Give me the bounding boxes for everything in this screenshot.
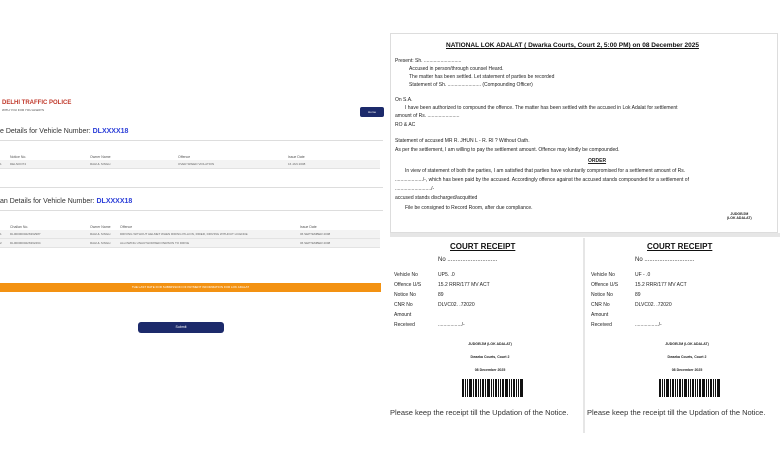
challan-title-text: an Details for Vehicle Number: bbox=[0, 198, 95, 205]
order-line: RO & AC bbox=[395, 122, 416, 128]
order-line: ........................../- bbox=[395, 186, 435, 192]
court-receipt-1 bbox=[390, 238, 585, 433]
column-header: Offence bbox=[120, 224, 133, 229]
table-cell: RAHUL SINGH bbox=[90, 232, 111, 236]
table-cell: 1 bbox=[0, 162, 2, 166]
challan-vehicle-number: DLXXXX18 bbox=[96, 198, 133, 205]
judge-sig-line1: JUDGE/JM bbox=[730, 212, 749, 216]
column-header: Notice No. bbox=[10, 154, 27, 159]
order-line: Present: Sh. ........................... bbox=[395, 58, 462, 64]
receipt-note: Please keep the receipt till the Updation of the Notice. bbox=[390, 408, 569, 417]
receipt-signature: JUDGE/JM (LOK ADALAT) bbox=[468, 342, 512, 346]
receipt-field-value: 15.2 RRR/177 MV ACT bbox=[438, 282, 490, 288]
order-line: I have been authorized to compound the offence. The matter has been settled with the accused in Lok Adalat for settlement bbox=[405, 105, 678, 111]
order-line: In view of statement of both the parties, I am satisfied that parties have voluntarily compromised for a settlement amount of Rs. bbox=[405, 168, 686, 174]
table-header-row bbox=[0, 153, 380, 160]
last-date-banner: THE LAST DATE FOR SUBMISSION OF PAYMENT INFORMATION FOR LOK ADALAT bbox=[0, 283, 381, 292]
receipt-field-label: Amount bbox=[591, 312, 609, 318]
submit-button[interactable]: Submit bbox=[138, 322, 224, 333]
barcode-icon bbox=[462, 379, 524, 397]
section-separator bbox=[390, 233, 780, 237]
barcode-icon bbox=[659, 379, 721, 397]
table-cell: 1 bbox=[0, 232, 2, 236]
table-cell: DL0000000226362987 bbox=[10, 232, 41, 236]
table-cell: 16 JAN 2008 bbox=[288, 162, 306, 166]
table-cell: 2 bbox=[0, 241, 2, 245]
receipt-field-label: Amount bbox=[394, 312, 412, 318]
receipt-field-value: UP5. .0 bbox=[438, 272, 455, 278]
receipt-field-value: UF - .0 bbox=[635, 272, 651, 278]
court-document bbox=[390, 33, 780, 438]
order-line: amount of Rs. ....................... bbox=[395, 113, 460, 119]
divider bbox=[0, 187, 383, 188]
receipt-note: Please keep the receipt till the Updation of the Notice. bbox=[587, 408, 766, 417]
receipt-field-label: CNR No bbox=[591, 302, 610, 308]
order-line: ..................../-, which has been paid by the accused. Accordingly offence against the accused stands compounded for a settlement of bbox=[395, 177, 689, 183]
table-cell: ALLOWING UNAUTHORISED PERSON TO DRIVE bbox=[120, 241, 190, 245]
traffic-portal-panel bbox=[0, 95, 385, 350]
divider bbox=[0, 140, 383, 141]
column-header: Owner Name bbox=[90, 224, 111, 229]
column-header: Owner Name bbox=[90, 154, 111, 159]
receipt-number: No .............................. bbox=[438, 257, 498, 263]
receipt-field-label: Vehicle No bbox=[591, 272, 615, 278]
receipt-field-label: Vehicle No bbox=[394, 272, 418, 278]
notice-title-text: e Details for Vehicle Number: bbox=[0, 128, 91, 135]
table-cell: DL0000000226362464 bbox=[10, 241, 41, 245]
receipt-date: 08 December 2025 bbox=[671, 368, 703, 372]
receipt-field-value: DLVC02. .72020 bbox=[635, 302, 672, 308]
receipt-field-label: CNR No bbox=[394, 302, 413, 308]
challan-section-title bbox=[0, 198, 132, 205]
challan-table bbox=[0, 223, 380, 248]
receipt-field-value: 89 bbox=[438, 292, 444, 298]
table-cell: 06 SEPTEMBER 2008 bbox=[300, 232, 331, 236]
receipt-field-label: Notice No bbox=[591, 292, 613, 298]
logo-subtitle: WITH YOU FOR YOU ALWAYS bbox=[2, 108, 45, 112]
divider bbox=[0, 210, 383, 211]
table-row[interactable] bbox=[0, 230, 380, 239]
receipt-field-label: Offence U/S bbox=[591, 282, 619, 288]
order-line: The matter has been settled. Let statement of parties be recorded bbox=[409, 74, 555, 80]
notice-table bbox=[0, 153, 380, 169]
table-cell: 06 SEPTEMBER 2008 bbox=[300, 241, 331, 245]
logo-title: DELHI TRAFFIC POLICE bbox=[2, 100, 72, 106]
table-cell: RAHUL SINGH bbox=[90, 241, 111, 245]
receipt-signature: JUDGE/JM (LOK ADALAT) bbox=[665, 342, 709, 346]
receipt-field-value: DLVC02. .72020 bbox=[438, 302, 475, 308]
judge-sig-line2: (LOK ADALAT) bbox=[727, 216, 752, 220]
order-line: accused stands discharged/acquitted bbox=[395, 195, 478, 201]
receipt-court: Dwarka Courts, Court 2 bbox=[667, 355, 707, 359]
table-header-row bbox=[0, 223, 380, 230]
order-title: NATIONAL LOK ADALAT ( Dwarka Courts, Court 2, 5:00 PM) on 08 December 2025 bbox=[446, 42, 699, 49]
receipt-field-value: 89 bbox=[635, 292, 641, 298]
column-header: Offence bbox=[178, 154, 191, 159]
delhi-traffic-police-logo bbox=[2, 100, 71, 114]
judge-signature bbox=[727, 212, 752, 220]
notice-vehicle-number: DLXXXX18 bbox=[92, 128, 129, 135]
receipt-field-label: Offence U/S bbox=[394, 282, 422, 288]
table-row[interactable] bbox=[0, 160, 380, 169]
table-row[interactable] bbox=[0, 239, 380, 248]
order-line: As per the settlement, I am willing to pay the settlement amount. Offence may kindly be compounded. bbox=[395, 147, 620, 153]
receipt-number: No .............................. bbox=[635, 257, 695, 263]
receipt-field-label: Received bbox=[394, 322, 415, 328]
column-header: Challan No. bbox=[10, 224, 29, 229]
receipt-field-value: ................./- bbox=[635, 322, 662, 328]
receipt-title: COURT RECEIPT bbox=[647, 242, 713, 251]
order-heading: ORDER bbox=[588, 158, 607, 164]
receipt-court: Dwarka Courts, Court 2 bbox=[470, 355, 510, 359]
table-cell: RAHUL SINGH bbox=[90, 162, 111, 166]
order-line: On S.A. bbox=[395, 97, 413, 103]
table-cell: DRIVING WITHOUT HELMET WHEN RIDING PILLION, RIDER, DRIVING WITHOUT LICENCE bbox=[120, 232, 248, 236]
court-receipt-2 bbox=[587, 238, 780, 433]
table-cell: OVER SPEED VIOLATION bbox=[178, 162, 215, 166]
order-line: File be consigned to Record Room, after due compliance. bbox=[405, 205, 533, 211]
receipt-field-label: Received bbox=[591, 322, 612, 328]
receipt-date: 08 December 2025 bbox=[474, 368, 506, 372]
column-header: Issue Date bbox=[288, 154, 305, 159]
column-header: Issue Date bbox=[300, 224, 317, 229]
receipt-field-value: 15.2 RRR/177 MV ACT bbox=[635, 282, 687, 288]
receipt-field-value: ................./- bbox=[438, 322, 465, 328]
header-button[interactable]: Home bbox=[360, 107, 384, 117]
lok-adalat-order bbox=[390, 33, 778, 233]
table-cell: DELNOO74 bbox=[10, 162, 27, 166]
notice-section-title bbox=[0, 128, 128, 135]
receipt-field-label: Notice No bbox=[394, 292, 416, 298]
order-line: Accused in person/through counsel Heard. bbox=[409, 66, 504, 72]
order-line: Statement of accused MR R. JHUN L - R. RI ? Without Oath. bbox=[395, 138, 530, 144]
order-line: Statement of Sh. ........................ (Compounding Officer) bbox=[409, 82, 533, 88]
receipt-title: COURT RECEIPT bbox=[450, 242, 516, 251]
